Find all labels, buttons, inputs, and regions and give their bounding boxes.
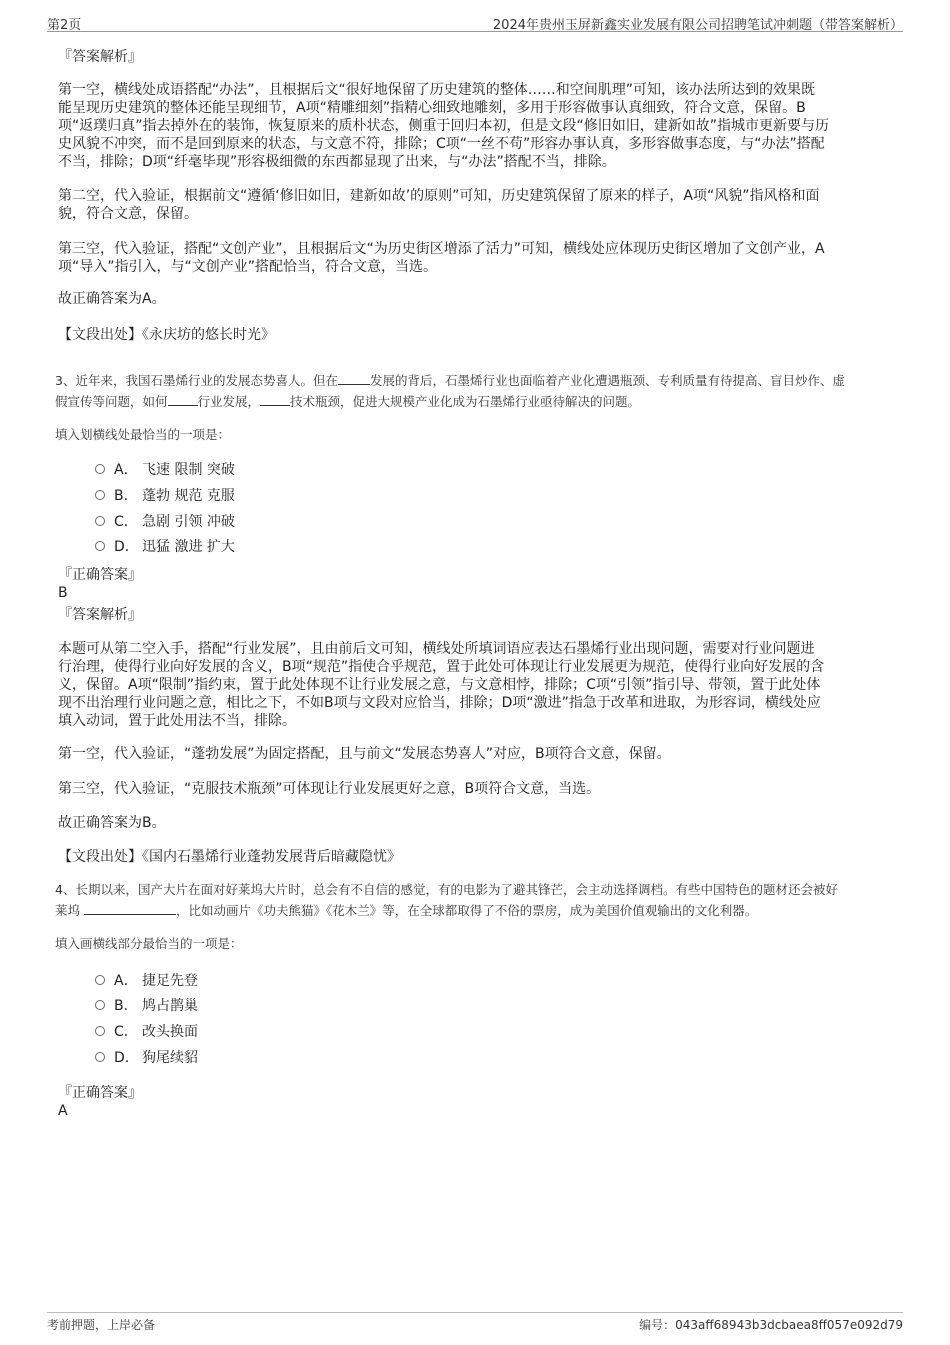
answer-blank [338,372,370,385]
text-line: 填入动词，置于此处用法不当，排除。 [58,713,296,729]
q4-answer-label: 『正确答案』 [58,1085,142,1101]
q3-option-d[interactable]: D． 迅猛 激进 扩大 [95,538,235,556]
text-line: 第一空，横线处成语搭配“办法”，且根据后文“很好地保留了历史建筑的整体……和空间肌理”可知，该办法所达到的效果既 [58,82,816,98]
text-line: 行治理，使得行业向好发展的含义，B项“规范”指使合乎规范，置于此处可体现让行业发展更为规范，使得行业向好发展的含 [58,659,825,675]
text-line: 能呈现历史建筑的整体还能呈现细节，A项“精雕细刻”指精心细致地雕刻，多用于形容做事认真细致，符合文意，保留。B [58,100,806,116]
footer-slogan: 考前押题，上岸必备 [47,1318,156,1332]
radio-icon[interactable] [95,516,105,526]
q4-answer: A [58,1103,68,1119]
q4-prompt: 填入画横线部分最恰当的一项是： [55,936,243,951]
document-title: 2024年贵州玉屏新鑫实业发展有限公司招聘笔试冲刺题（带答案解析） [492,18,903,33]
header-divider [47,31,903,32]
radio-icon[interactable] [95,464,105,474]
q2-conclusion: 故正确答案为A。 [58,291,166,307]
text-line: 不当，排除；D项“纤毫毕现”形容极细微的东西都显现了出来，与“办法”搭配不当，排除。 [58,154,616,170]
q4-option-a[interactable]: A． 捷足先登 [95,972,198,990]
q3-answer-label: 『正确答案』 [58,567,142,583]
text-line: 假宣传等问题，如何 行业发展， 技术瓶颈，促进大规模产业化成为石墨烯行业亟待解决的问题。 [55,394,641,409]
q3-analysis-2: 第一空，代入验证，“蓬勃发展”为固定搭配，且与前文“发展态势喜人”对应，B项符合文意，保留。 [58,746,671,762]
text-line: 貌，符合文意，保留。 [58,206,198,222]
text-line: 义，保留。A项“限制”指约束，置于此处体现不让行业发展之意，与文意相悖，排除；C项“引领”指引导、带领，置于此处体 [58,677,821,693]
q3-analysis-3: 第三空，代入验证，“克服技术瓶颈”可体现让行业发展更好之意，B项符合文意，当选。 [58,781,601,797]
radio-icon[interactable] [95,975,105,985]
q4-option-d[interactable]: D． 狗尾续貂 [95,1049,198,1067]
q3-conclusion: 故正确答案为B。 [58,815,166,831]
q4-option-c[interactable]: C． 改头换面 [95,1023,198,1041]
radio-icon[interactable] [95,541,105,551]
q4-stem [55,879,900,921]
q2-analysis-label: 『答案解析』 [58,49,142,65]
q3-stem [55,370,900,412]
q3-analysis-1 [58,640,888,730]
answer-blank [260,393,290,406]
radio-icon[interactable] [95,1026,105,1036]
q3-source: 【文段出处】《国内石墨烯行业蓬勃发展背后暗藏隐忧》 [58,849,401,865]
q2-paragraph-1 [58,81,888,171]
q3-option-b[interactable]: B． 蓬勃 规范 克服 [95,487,235,505]
text-line: 莱坞 ，比如动画片《功夫熊猫》《花木兰》等，在全球都取得了不俗的票房，成为美国价值观输出的文化利器。 [55,903,758,918]
text-line: 第三空，代入验证，搭配“文创产业”，且根据后文“为历史街区增添了活力”可知，横线处应体现历史街区增加了文创产业，A [58,241,825,257]
text-line: 第二空，代入验证，根据前文“遵循‘修旧如旧，建新如故’的原则”可知，历史建筑保留了原来的样子，A项“风貌”指风格和面 [58,188,820,204]
q3-prompt: 填入划横线处最恰当的一项是： [55,427,231,442]
text-line: 项“返璞归真”指去掉外在的装饰，恢复原来的质朴状态，侧重于回归本初，但是文段“修旧如旧，建新如故”指城市更新要与历 [58,118,830,134]
text-line: 4、长期以来，国产大片在面对好莱坞大片时，总会有不自信的感觉，有的电影为了避其锋芒，会主动选择调档。有些中国特色的题材还会被好 [55,882,838,897]
radio-icon[interactable] [95,490,105,500]
text-line: 现不出治理行业问题之意，相比之下，不如B项与文段对应恰当，排除；D项“激进”指急于改革和进取，为形容词，横线处应 [58,695,821,711]
radio-icon[interactable] [95,1052,105,1062]
text-line: 本题可从第二空入手，搭配“行业发展”，且由前后文可知，横线处所填词语应表达石墨烯行业出现问题，需要对行业问题进 [58,641,815,657]
radio-icon[interactable] [95,1000,105,1010]
answer-blank [168,393,198,406]
q2-paragraph-3 [58,240,888,276]
q3-option-c[interactable]: C． 急剧 引领 冲破 [95,513,235,531]
q3-analysis-label: 『答案解析』 [58,607,142,623]
q3-answer: B [58,585,68,601]
q3-option-a[interactable]: A． 飞速 限制 突破 [95,461,235,479]
q4-option-b[interactable]: B． 鸠占鹊巢 [95,997,198,1015]
q2-paragraph-2 [58,187,888,223]
text-line: 项“导入”指引入，与“文创产业”搭配恰当，符合文意，当选。 [58,259,438,275]
page-number: 第2页 [47,18,82,33]
text-line: 3、近年来，我国石墨烯行业的发展态势喜人。但在 发展的背后，石墨烯行业也面临着产业化遭遇瓶颈、专利质量有待提高、盲目炒作、虚 [55,373,845,388]
text-line: 史风貌不冲突，而不是回到原来的状态，与文意不符，排除；C项“一丝不苟”形容办事认真，多形容做事态度，与“办法”搭配 [58,136,825,152]
answer-blank [84,902,176,915]
document-id: 编号：043aff68943b3dcbaea8ff057e092d79 [639,1318,903,1332]
q2-source: 【文段出处】《永庆坊的悠长时光》 [58,327,275,343]
footer-divider [47,1312,903,1313]
